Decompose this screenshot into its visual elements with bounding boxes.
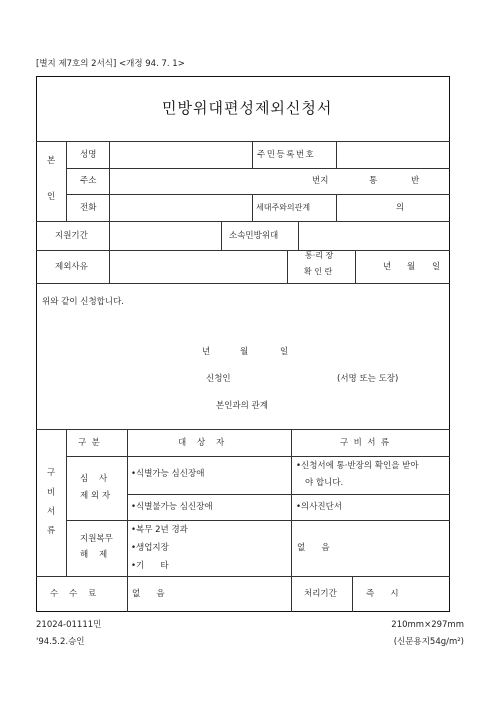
statement-text: 위와 같이 신청합니다.: [42, 297, 125, 307]
applicant-signature-label: 신청인: [206, 374, 231, 384]
row1a-docs-1: •신청서에 통·반장의 확인을 받아: [296, 461, 419, 471]
notify-label-2: 확 인 란: [304, 267, 333, 276]
row1a-target: •식별가능 심신장애: [131, 469, 205, 479]
row1-type-2: 제 외 자: [80, 491, 111, 501]
row1a-docs-2: 야 합니다.: [305, 478, 344, 488]
row2-type-1: 지원복무: [80, 534, 113, 544]
address-label: 주소: [80, 176, 97, 186]
notify-year: 년: [383, 262, 392, 272]
address-beonji: 번지: [312, 176, 329, 186]
docs-section-label-4: 류: [47, 526, 56, 536]
form-title: 민방위대편성제외신청서: [162, 99, 333, 117]
rule: [287, 250, 288, 283]
row1b-docs: •의사진단서: [296, 502, 343, 512]
statement-month: 월: [240, 347, 249, 357]
name-label: 성명: [80, 150, 97, 160]
approval-date: '94.5.2.승인: [36, 637, 85, 647]
rule: [66, 456, 450, 457]
notify-day: 일: [432, 262, 441, 272]
table-border-top: [36, 76, 450, 77]
row2-docs: 없 음: [297, 543, 330, 553]
row2-type-2: 해 제: [80, 550, 108, 560]
form-code: 21024-01111민: [36, 620, 102, 630]
rule: [127, 576, 128, 612]
col-docs-header: 구 비 서 류: [340, 438, 390, 448]
rule: [36, 283, 450, 284]
notify-month: 월: [407, 262, 416, 272]
docs-section-label-1: 구: [47, 468, 56, 478]
rule: [221, 221, 222, 250]
signature-hint: (서명 또는 도장): [337, 374, 399, 384]
paper-type: (신문용지54g/m²): [393, 637, 464, 647]
paper-size: 210mm×297mm: [391, 620, 464, 630]
table-border-right: [449, 76, 450, 612]
row2-target-3: •기 타: [131, 561, 169, 571]
row2-target-2: •생업지장: [131, 543, 169, 553]
rule: [36, 141, 450, 142]
rule: [66, 520, 450, 521]
rule: [36, 576, 450, 577]
address-ban: 반: [411, 176, 420, 186]
docs-section-label-3: 서: [47, 507, 56, 517]
household-relation-suffix: 의: [396, 203, 405, 213]
rule: [66, 168, 450, 169]
rule: [109, 141, 110, 221]
row1-type-1: 심 사: [80, 474, 108, 484]
rule: [352, 576, 353, 612]
applicant-section-label-2: 인: [47, 192, 56, 202]
row2-target-1: •복무 2년 경과: [131, 525, 188, 535]
rule: [66, 429, 67, 576]
rule: [66, 194, 450, 195]
processing-period-label: 처리기간: [304, 589, 337, 599]
rule: [252, 141, 253, 169]
rule: [298, 221, 299, 250]
rule: [336, 141, 337, 169]
rule: [336, 194, 337, 221]
statement-year: 년: [202, 347, 211, 357]
rule: [252, 194, 253, 221]
rule: [66, 141, 67, 221]
rule: [109, 221, 110, 250]
rule: [36, 429, 450, 430]
resident-no-label: 주민등록번호: [257, 150, 316, 160]
rule: [127, 429, 128, 576]
relation-to-applicant-label: 본인과의 관계: [216, 401, 268, 411]
statement-day: 일: [280, 347, 289, 357]
unit-label: 소속민방위대: [229, 231, 279, 241]
docs-section-label-2: 비: [47, 488, 56, 498]
rule: [36, 221, 450, 222]
rule: [36, 250, 450, 251]
form-reference: [별지 제7호의 2서식] <개정 94. 7. 1>: [36, 59, 185, 69]
processing-period-value: 즉 시: [366, 589, 399, 599]
table-border-left: [36, 76, 37, 612]
fee-label: 수 수 료: [50, 589, 97, 599]
period-label: 지원기간: [55, 231, 88, 241]
rule: [109, 250, 110, 283]
row1b-target: •식별불가능 심신장애: [131, 502, 213, 512]
reason-label: 제외사유: [55, 262, 88, 272]
table-border-bottom: [36, 611, 450, 612]
phone-label: 전화: [80, 203, 97, 213]
address-tong: 통: [369, 176, 378, 186]
fee-value: 없 음: [132, 589, 165, 599]
rule: [291, 576, 292, 612]
rule: [355, 250, 356, 283]
applicant-section-label-1: 본: [47, 156, 56, 166]
rule: [127, 494, 450, 495]
household-relation-label: 세대주와의관계: [256, 203, 311, 212]
notify-label-1: 통·리 장: [305, 251, 334, 260]
col-type-header: 구 분: [78, 438, 100, 448]
col-target-header: 대 상 자: [178, 438, 225, 448]
rule: [291, 429, 292, 576]
